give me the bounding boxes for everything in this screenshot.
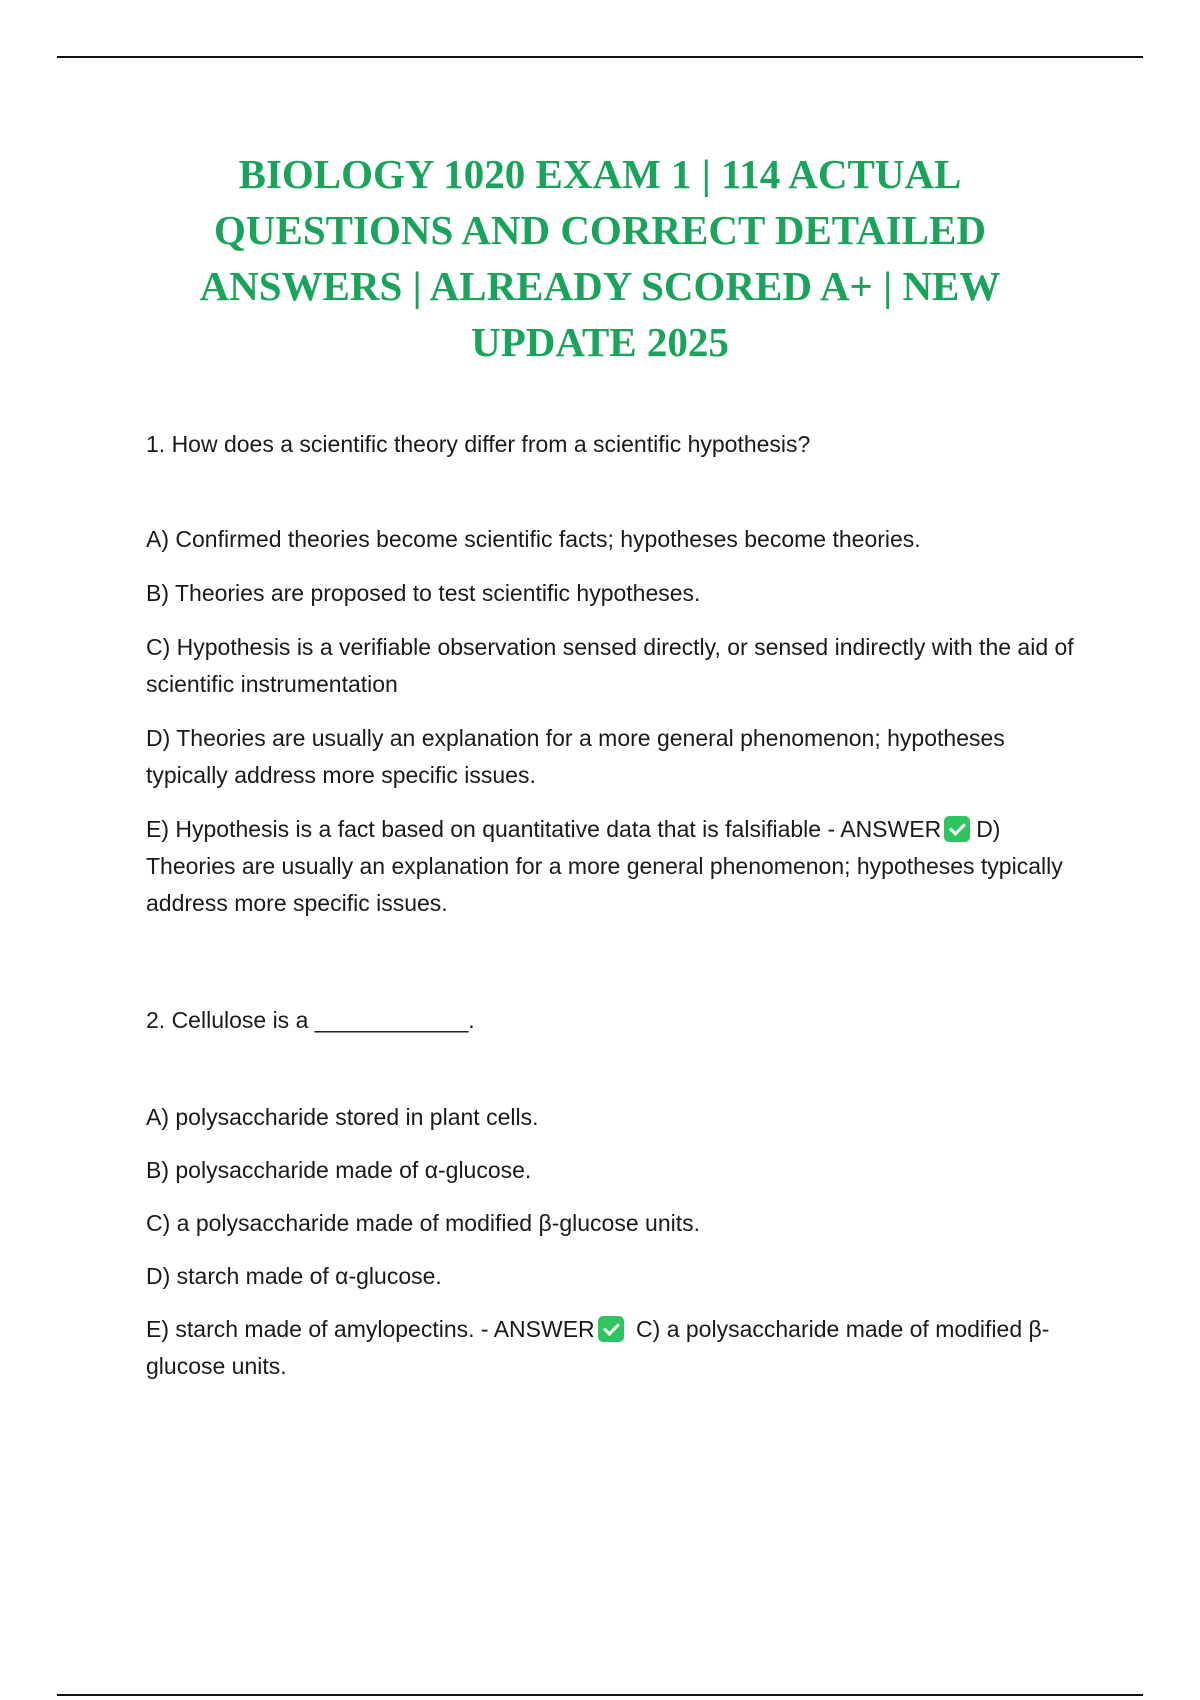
option-e: E) starch made of amylopectins. - ANSWER xyxy=(146,1316,595,1342)
question-prompt: 2. Cellulose is a ____________. xyxy=(146,1007,475,1033)
option-b: B) Theories are proposed to test scientific hypotheses. xyxy=(146,580,701,606)
option-e-with-answer xyxy=(146,1311,1086,1385)
document-body xyxy=(146,426,1086,1401)
check-mark-icon xyxy=(944,816,970,842)
option-a: A) polysaccharide stored in plant cells. xyxy=(146,1104,539,1130)
option-list xyxy=(146,1099,1086,1385)
option-d: D) Theories are usually an explanation for a more general phenomenon; hypotheses typically address more specific issues. xyxy=(146,725,1005,788)
question-block-2 xyxy=(146,1002,1086,1385)
question-block-1 xyxy=(146,426,1086,922)
answer-text: D) Theories are usually an explanation for a more general phenomenon; hypotheses typically address more specific issues. xyxy=(146,816,1063,916)
option-d: D) starch made of α-glucose. xyxy=(146,1263,442,1289)
footer-rule xyxy=(57,1694,1143,1696)
check-mark-icon xyxy=(598,1316,624,1342)
question-prompt: 1. How does a scientific theory differ from a scientific hypothesis? xyxy=(146,431,811,457)
option-b: B) polysaccharide made of α-glucose. xyxy=(146,1157,532,1183)
document-title: BIOLOGY 1020 EXAM 1 | 114 ACTUAL QUESTIONS AND CORRECT DETAILED ANSWERS | ALREADY SCORED A+ | NEW UPDATE 2025 xyxy=(199,151,1001,365)
option-c: C) a polysaccharide made of modified β-glucose units. xyxy=(146,1210,700,1236)
option-c: C) Hypothesis is a verifiable observation sensed directly, or sensed indirectly with the aid of scientific instrumentation xyxy=(146,634,1074,697)
option-e: E) Hypothesis is a fact based on quantitative data that is falsifiable - ANSWER xyxy=(146,816,942,842)
option-e-with-answer xyxy=(146,811,1086,922)
option-list xyxy=(146,521,1086,922)
header-rule xyxy=(57,56,1143,58)
answer-text: C) a polysaccharide made of modified β-glucose units. xyxy=(146,1316,1050,1379)
option-a: A) Confirmed theories become scientific facts; hypotheses become theories. xyxy=(146,526,921,552)
